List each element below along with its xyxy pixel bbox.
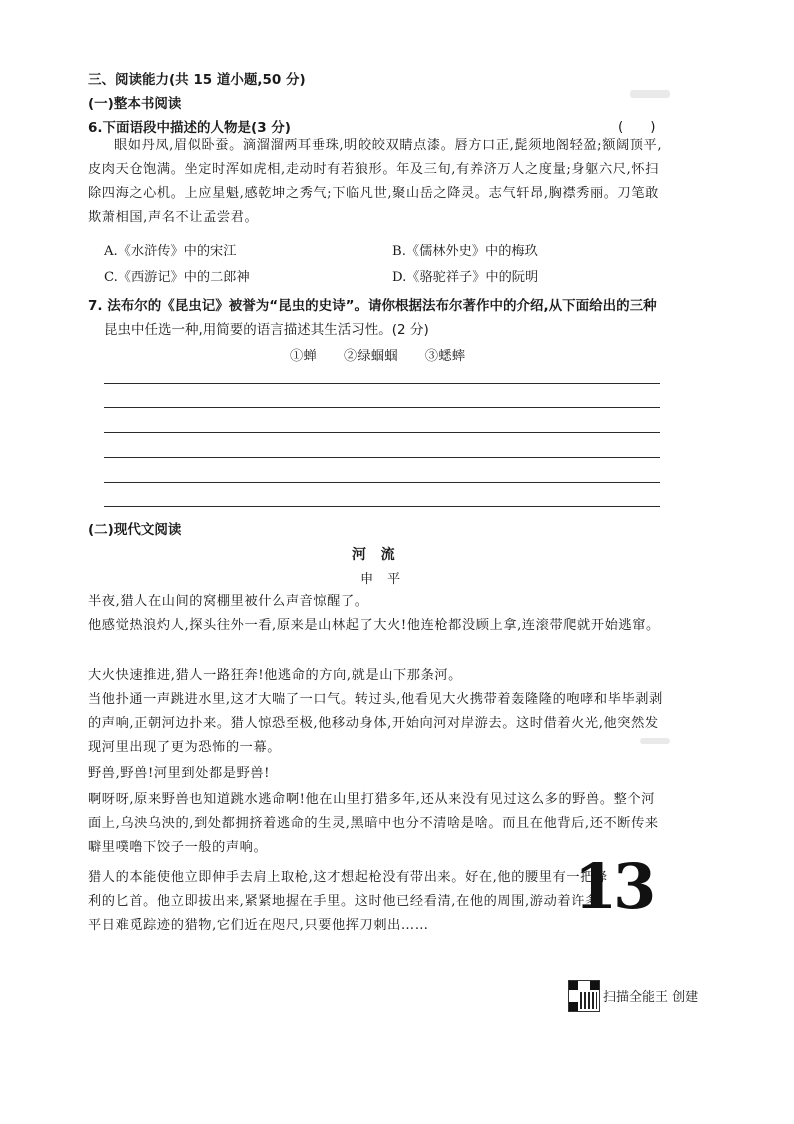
q6-passage: 眼如丹凤,眉似卧蚕。滴溜溜两耳垂珠,明皎皎双睛点漆。唇方口正,髭须地阁轻盈;额阔顶平,皮肉天仓饱满。坐定时浑如虎相,走动时有若狼形。年及三旬,有养济万人之度量;身躯六尺,怀扫除四海之心机。上应星魁,感乾坤之秀气;下临凡世,聚山岳之降灵。志气轩昂,胸襟秀丽。刀笔敢欺萧相国,声名不让孟尝君。 <box>88 138 663 225</box>
article-paragraph: 野兽,野兽!河里到处都是野兽! <box>88 766 271 781</box>
article-paragraph: 啊呀呀,原来野兽也知道跳水逃命啊!他在山里打猎多年,还从来没有见过这么多的野兽。整个河面上,乌泱乌泱的,到处都拥挤着逃命的生灵,黑暗中也分不清啥是啥。而且在他背后,还不断传来噼里噗噜下饺子一般的声响。 <box>88 792 659 855</box>
article-paragraph: 当他扑通一声跳进水里,这才大喘了一口气。转过头,他看见大火携带着轰隆隆的咆哮和毕毕剥剥的声响,正朝河边扑来。猎人惊恐至极,他移动身体,开始向河对岸游去。这时借着火光,他突然发现河里出现了更为恐怖的一幕。 <box>88 692 663 755</box>
part2-header: (二)现代文阅读 <box>88 522 182 538</box>
answer-line[interactable] <box>104 457 660 458</box>
answer-line[interactable] <box>104 383 660 384</box>
article-paragraph: 大火快速推进,猎人一路狂奔!他逃命的方向,就是山下那条河。 <box>88 668 462 683</box>
q6-answer-paren[interactable]: ( ) <box>618 119 656 135</box>
q6-stem-text: 6.下面语段中描述的人物是(3 分) <box>88 120 291 136</box>
scan-smudge <box>630 90 670 98</box>
answer-line[interactable] <box>104 482 660 483</box>
q7-stem-line2: 昆虫中任选一种,用简要的语言描述其生活习性。(2 分) <box>104 322 429 338</box>
article-paragraph: 半夜,猎人在山间的窝棚里被什么声音惊醒了。 <box>88 594 369 609</box>
scanner-watermark: 扫描全能王 创建 <box>603 990 699 1005</box>
part1-header: (一)整本书阅读 <box>88 96 182 112</box>
q6-option-d[interactable]: D.《骆驼祥子》中的阮明 <box>392 270 539 285</box>
q7-stem-line1 <box>88 294 657 314</box>
article-author: 申 平 <box>360 572 401 587</box>
q6-option-b[interactable]: B.《儒林外史》中的梅玖 <box>392 244 538 259</box>
article-paragraph: 他感觉热浪灼人,探头往外一看,原来是山林起了大火!他连枪都没顾上拿,连滚带爬就开始逃窜。 <box>88 618 660 633</box>
answer-line[interactable] <box>104 506 660 507</box>
q7-stem-line1-text: 7. 法布尔的《昆虫记》被誉为“昆虫的史诗”。请你根据法布尔著作中的介绍,从下面给出的三种 <box>88 298 657 314</box>
answer-line[interactable] <box>104 432 660 433</box>
section-header: 三、阅读能力(共 15 道小题,50 分) <box>88 72 306 88</box>
q7-insect-choices: ①蝉 ②绿蝈蝈 ③蟋蟀 <box>290 349 466 364</box>
article-paragraph: 猎人的本能使他立即伸手去肩上取枪,这才想起枪没有带出来。好在,他的腰里有一把锋利的匕首。他立即拔出来,紧紧地握在手里。这时他已经看清,在他的周围,游动着许多平日难觅踪迹的猎物,它们近在咫尺,只要他挥刀刺出…… <box>88 870 608 933</box>
page-number: 13 <box>574 850 653 923</box>
article-title: 河 流 <box>352 547 395 563</box>
qr-code-icon <box>568 980 600 1012</box>
q6-option-c[interactable]: C.《西游记》中的二郎神 <box>104 270 250 285</box>
q6-stem <box>88 116 291 136</box>
answer-line[interactable] <box>104 407 660 408</box>
q6-option-a[interactable]: A.《水浒传》中的宋江 <box>104 244 237 259</box>
